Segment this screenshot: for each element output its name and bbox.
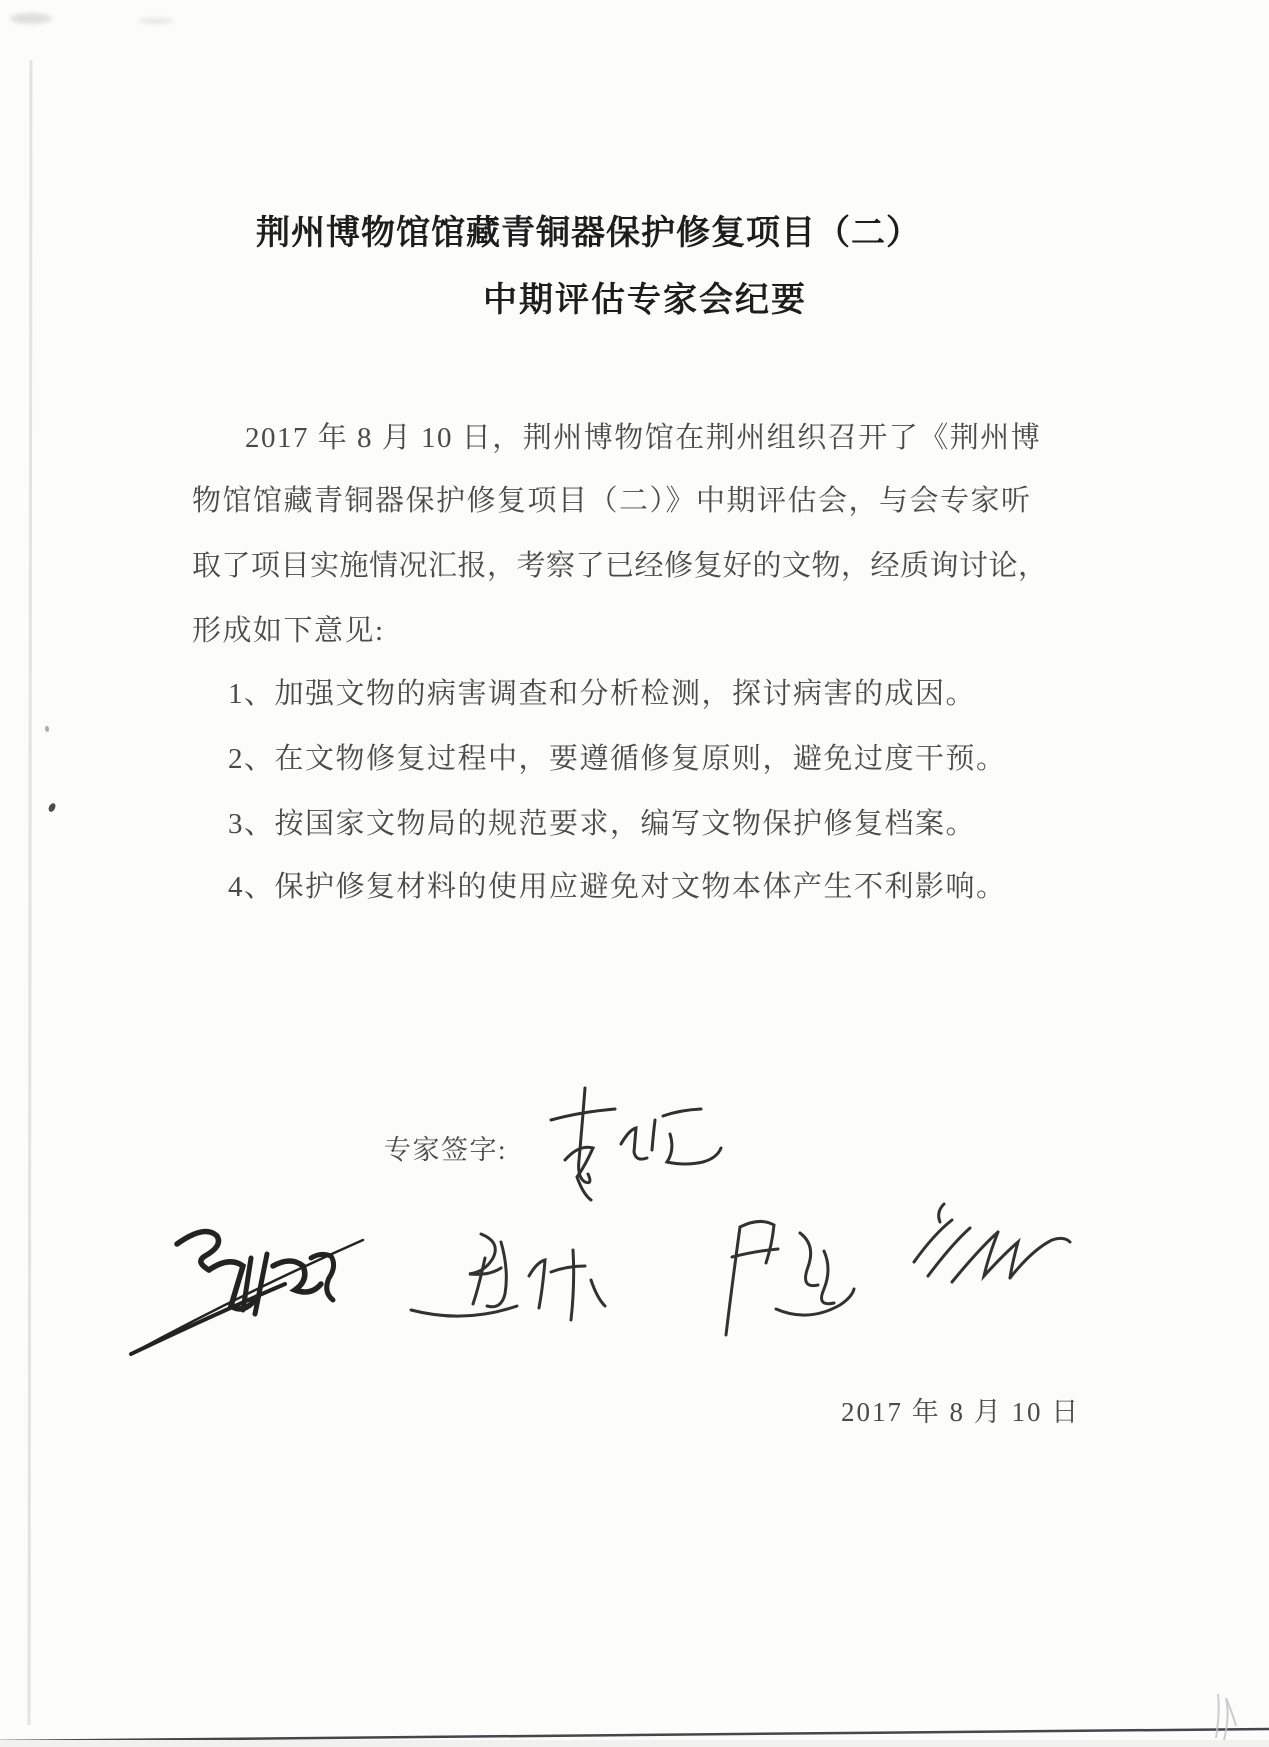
- scan-smudge-top-left: [10, 13, 52, 24]
- scan-speck: [44, 726, 49, 733]
- signature-image-2: [125, 1222, 415, 1362]
- scan-smudge-top: [138, 18, 174, 24]
- opinion-item-2: 2、在文物修复过程中，要遵循修复原则，避免过度干预。: [228, 743, 1007, 775]
- opinion-item-3: 3、按国家文物局的规范要求，编写文物保护修复档案。: [228, 808, 977, 840]
- signature-image-1: [535, 1082, 750, 1207]
- signature-label: 专家签字:: [384, 1135, 508, 1165]
- document-date: 2017 年 8 月 10 日: [841, 1397, 1081, 1427]
- scan-speck: [48, 802, 57, 813]
- paragraph-line: 物馆馆藏青铜器保护修复项目（二）》中期评估会，与会专家听: [192, 485, 1032, 517]
- paragraph-line: 取了项目实施情况汇报，考察了已经修复好的文物，经质询讨论，: [192, 550, 1048, 582]
- signature-image-3: [405, 1228, 620, 1343]
- paragraph-line: 2017 年 8 月 10 日，荆州博物馆在荆州组织召开了《荆州博: [245, 422, 1042, 454]
- document-title-line1: 荆州博物馆馆藏青铜器保护修复项目（二）: [256, 213, 921, 253]
- signature-image-4: [712, 1205, 872, 1350]
- opinion-item-4: 4、保护修复材料的使用应避免对文物本体产生不利影响。: [228, 871, 1007, 903]
- signature-image-5: [900, 1198, 1085, 1313]
- document-title-line2: 中期评估专家会纪要: [483, 280, 807, 320]
- paragraph-line: 形成如下意见:: [192, 615, 385, 647]
- opinion-item-1: 1、加强文物的病害调查和分析检测，探讨病害的成因。: [228, 678, 977, 710]
